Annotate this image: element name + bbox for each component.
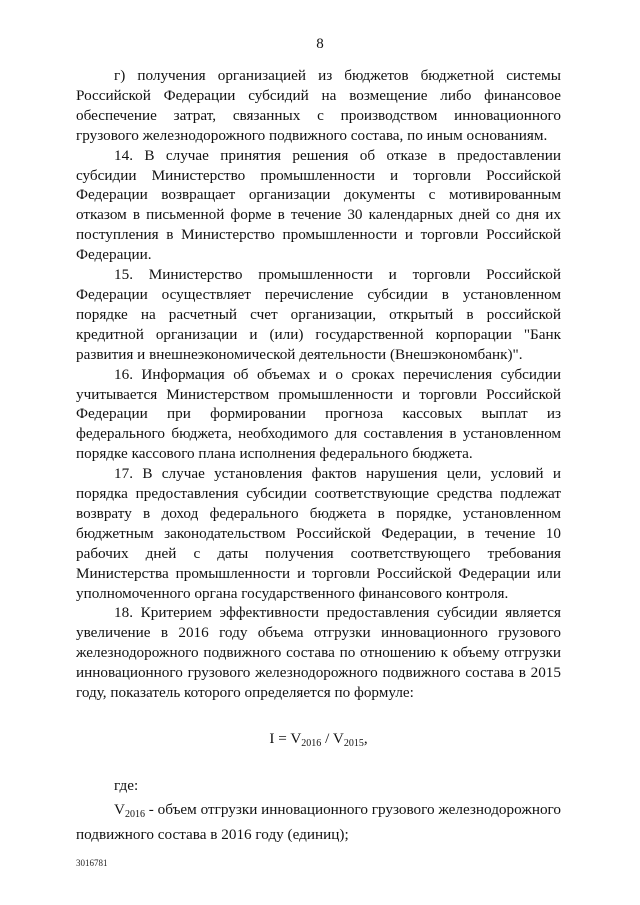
paragraph-17: 17. В случае установления фактов нарушения цели, условий и порядка предоставления субсидии соответствующие средства подлежат возврату в доход федерального бюджета в порядке, установленном бюджетным законодательством Российской Федерации, в течение 10 рабочих дней с даты получения соответствующего требования Министерства промышленности и торговли Российской Федерации или уполномоченного органа государственного финансового контроля.: [76, 465, 561, 602]
where-label: где:: [114, 776, 139, 794]
formula-end: ,: [363, 730, 368, 747]
paragraph-16: 16. Информация об объемах и о сроках перечисления субсидии учитывается Министерством промышленности и торговли Российской Федерации при формировании прогноза кассовых выплат из федерального бюджета, необходимого для составления в установленном порядке кассового плана исполнения федерального бюджета.: [76, 365, 561, 463]
definition-text: - объем отгрузки инновационного грузового железнодорожного подвижного состава в 2016 году (единиц);: [76, 800, 561, 843]
paragraph-18: 18. Критерием эффективности предоставления субсидии является увеличение в 2016 году объема отгрузки инновационного грузового железнодорожного подвижного состава по отношению к объему отгрузки инновационного грузового железнодорожного подвижного состава в 2015 году, показатель которого определяется по формуле:: [76, 604, 561, 702]
document-body: [76, 66, 561, 845]
formula-sub-2015: 2015: [343, 738, 364, 749]
definition-sub: 2016: [124, 808, 145, 820]
formula-mid: / V: [321, 730, 344, 747]
definition-symbol: V: [114, 800, 125, 818]
formula-sub-2016: 2016: [301, 738, 322, 749]
page-number: 8: [316, 36, 324, 52]
formula: [76, 729, 561, 754]
document-code: 3016781: [76, 858, 108, 868]
formula-lhs: I = V: [269, 730, 302, 747]
paragraph-g: г) получения организацией из бюджетов бюджетной системы Российской Федерации субсидий на возмещение либо финансовое обеспечение затрат, связанных с производством инновационного грузового железнодорожного подвижного состава, по иным основаниям.: [76, 67, 561, 144]
paragraph-14: 14. В случае принятия решения об отказе в предоставлении субсидии Министерство промышленности и торговли Российской Федерации возвращает организации документы с мотивированным отказом в письменной форме в течение 30 календарных дней со дня их поступления в Министерство промышленности и торговли Российской Федерации.: [76, 146, 561, 264]
definition-v2016: [76, 800, 561, 845]
paragraph-15: 15. Министерство промышленности и торговли Российской Федерации осуществляет перечисление субсидии в установленном порядке на расчетный счет организации, открытый в российской кредитной организации и (или) государственной корпорации "Банк развития и внешнеэкономической деятельности (Внешэкономбанк)".: [76, 266, 561, 363]
